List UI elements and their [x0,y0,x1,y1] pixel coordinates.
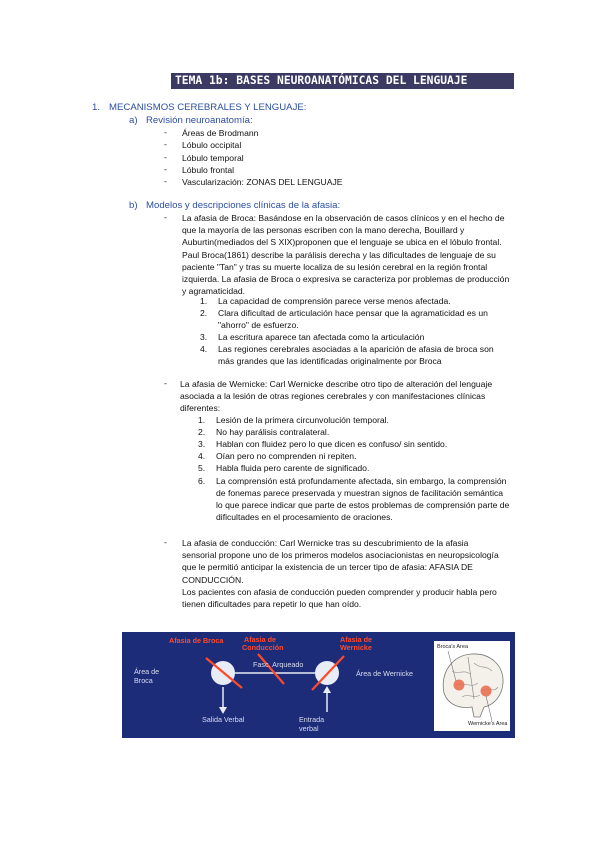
section-number: 1. [92,102,101,113]
list-item-text: Las regiones cerebrales asociadas a la aparición de afasia de broca son [218,344,494,354]
list-item-text: La escritura aparece tan afectada como la articulación [218,332,425,342]
list-number: 4. [198,451,206,462]
list-item-text: Habla fluida pero carente de significado. [216,463,370,474]
label-afasia-broca: Afasia de Broca [169,636,224,645]
label-afasia-conduccion-2: Conducción [242,643,284,652]
paragraph-line: La afasia de conducción: Carl Wernicke tras su descubrimiento de la afasia [182,538,469,548]
list-item-text: Lesión de la primera circunvolución temporal. [216,415,389,425]
subsection-b-letter: b) [129,200,138,211]
list-item-text: Clara dificultad de articulación hace pensar que la agramaticidad es un [218,308,488,318]
list-item-text: de fonemas parece preservada y muestran signos de facilitación semántica [216,487,504,498]
list-item: Áreas de Brodmann [182,128,259,138]
list-item-text: La comprensión está profundamente afectada, sin embargo, la comprensión [216,475,507,486]
paragraph-line: sensorial propone uno de los primeros modelos asociacionistas en neuropsicología [182,550,499,561]
paragraph-line: asociada a la lesión de otras regiones cerebrales y con manifestaciones clínicas [180,391,486,402]
list-item: Lóbulo frontal [182,164,235,175]
paragraph-line: diferentes: [180,403,221,414]
paragraph-line: izquierda. La afasia de Broca o expresiva se caracteriza por problemas de producción [182,274,510,285]
list-number: 6. [198,475,206,486]
label-afasia-wernicke-2: Wernicke [340,643,372,652]
broca-paragraph [182,212,509,297]
label-area-wernicke: Área de Wernicke [356,669,413,678]
page-title: TEMA 1b: BASES NEUROANATÓMICAS DEL LENGUAJE [171,73,514,89]
label-entrada-verbal-2: verbal [299,724,319,733]
list-item-text: más grandes que las identificadas originalmente por Broca [218,356,442,366]
list-item-text: Oían pero no comprenden ni repiten. [216,451,357,462]
bullet-dash: - [164,537,167,547]
output-arrowhead [219,707,227,714]
wernicke-area-mark [481,686,492,697]
bullet-dash: - [164,378,167,388]
list-item-text: No hay parálisis contralateral. [216,427,330,438]
list-item-text: La capacidad de comprensión parece verse menos afectada. [218,296,451,306]
paragraph-line: que le permitió anticipar la existencia de un tercer tipo de afasia: AFASIA DE [182,562,473,573]
subsection-a-heading: Revisión neuroanatomía: [146,115,253,126]
list-number: 2. [198,427,206,438]
list-number: 4. [200,344,208,354]
bullet-dash: - [164,176,167,187]
label-entrada-verbal-1: Entrada [299,715,325,724]
bullet-dash: - [164,139,167,150]
bullet-dash: - [164,127,167,137]
paragraph-line: Los pacientes con afasia de conducción pueden comprender y producir habla pero [182,586,497,597]
conduccion-paragraph [182,537,499,610]
list-number: 1. [200,296,208,306]
label-salida-verbal: Salida Verbal [202,715,245,724]
list-item-text: lo que parece indicar que parte de estos problemas de comprensión parte de [216,499,510,510]
paragraph-line: La afasia de Broca: Basándose en la observación de casos clínicos y en el hecho de [182,213,505,223]
section-heading: MECANISMOS CEREBRALES Y LENGUAJE: [109,102,307,113]
list-item-text: dificultades en el procesamiento de oraciones. [216,511,393,522]
wernicke-paragraph [180,378,492,415]
brain-image-panel [434,641,510,731]
subsection-b-heading: Modelos y descripciones clínicas de la afasia: [146,200,341,211]
label-afasia-conduccion-1: Afasia de [244,635,276,644]
subsection-a-letter: a) [129,115,138,126]
paragraph-line: Paul Broca(1861) describe la parálisis derecha y las dificultades de lenguaje de su [182,249,496,260]
paragraph-line: que la mayoría de las personas escriben con la mano derecha, Bouillard y [182,225,465,236]
paragraph-line: Auburtin(mediados del S XIX)proponen que el lenguaje se ubica en el lóbulo frontal. [182,237,502,248]
list-item: Lóbulo temporal [182,152,244,163]
bullet-dash: - [164,212,167,222]
broca-area-mark [454,680,465,691]
input-arrowhead [323,686,331,693]
paragraph-line: y agramaticidad. [182,286,246,297]
list-item-text: "ahorro" de esfuerzo. [218,320,299,330]
label-area-broca-2: Broca [134,676,153,685]
list-number: 1. [198,415,206,425]
label-brocas-area: Broca's Area [437,644,469,650]
label-afasia-wernicke-1: Afasia de [340,635,372,644]
brain-illustration [434,641,510,731]
paragraph-line: CONDUCCIÓN. [182,574,244,585]
list-item: Vascularización: ZONAS DEL LENGUAJE [182,177,343,188]
label-area-broca-1: Área de [134,667,160,676]
list-number: 5. [198,463,206,474]
paragraph-line: La afasia de Wernicke: Carl Wernicke describe otro tipo de alteración del lenguaje [180,379,493,389]
list-number: 2. [200,308,208,318]
paragraph-line: paciente "Tan" y tras su muerte localiza de su lesión cerebral en la región frontal [182,261,488,272]
aphasia-model-figure [122,632,515,738]
label-wernickes-area: Wernicke's Area [468,721,508,727]
paragraph-line: tienen dificultades para repetir lo que han oído. [182,599,362,610]
bullet-dash: - [164,163,167,174]
bullet-dash: - [164,151,167,162]
label-fasc-arqueado: Fasc. Arqueado [253,660,304,669]
list-number: 3. [200,332,208,342]
list-number: 3. [198,439,206,450]
list-item: Lóbulo occipital [182,140,242,151]
list-item-text: Hablan con fluidez pero lo que dicen es confuso/ sin sentido. [216,439,448,450]
